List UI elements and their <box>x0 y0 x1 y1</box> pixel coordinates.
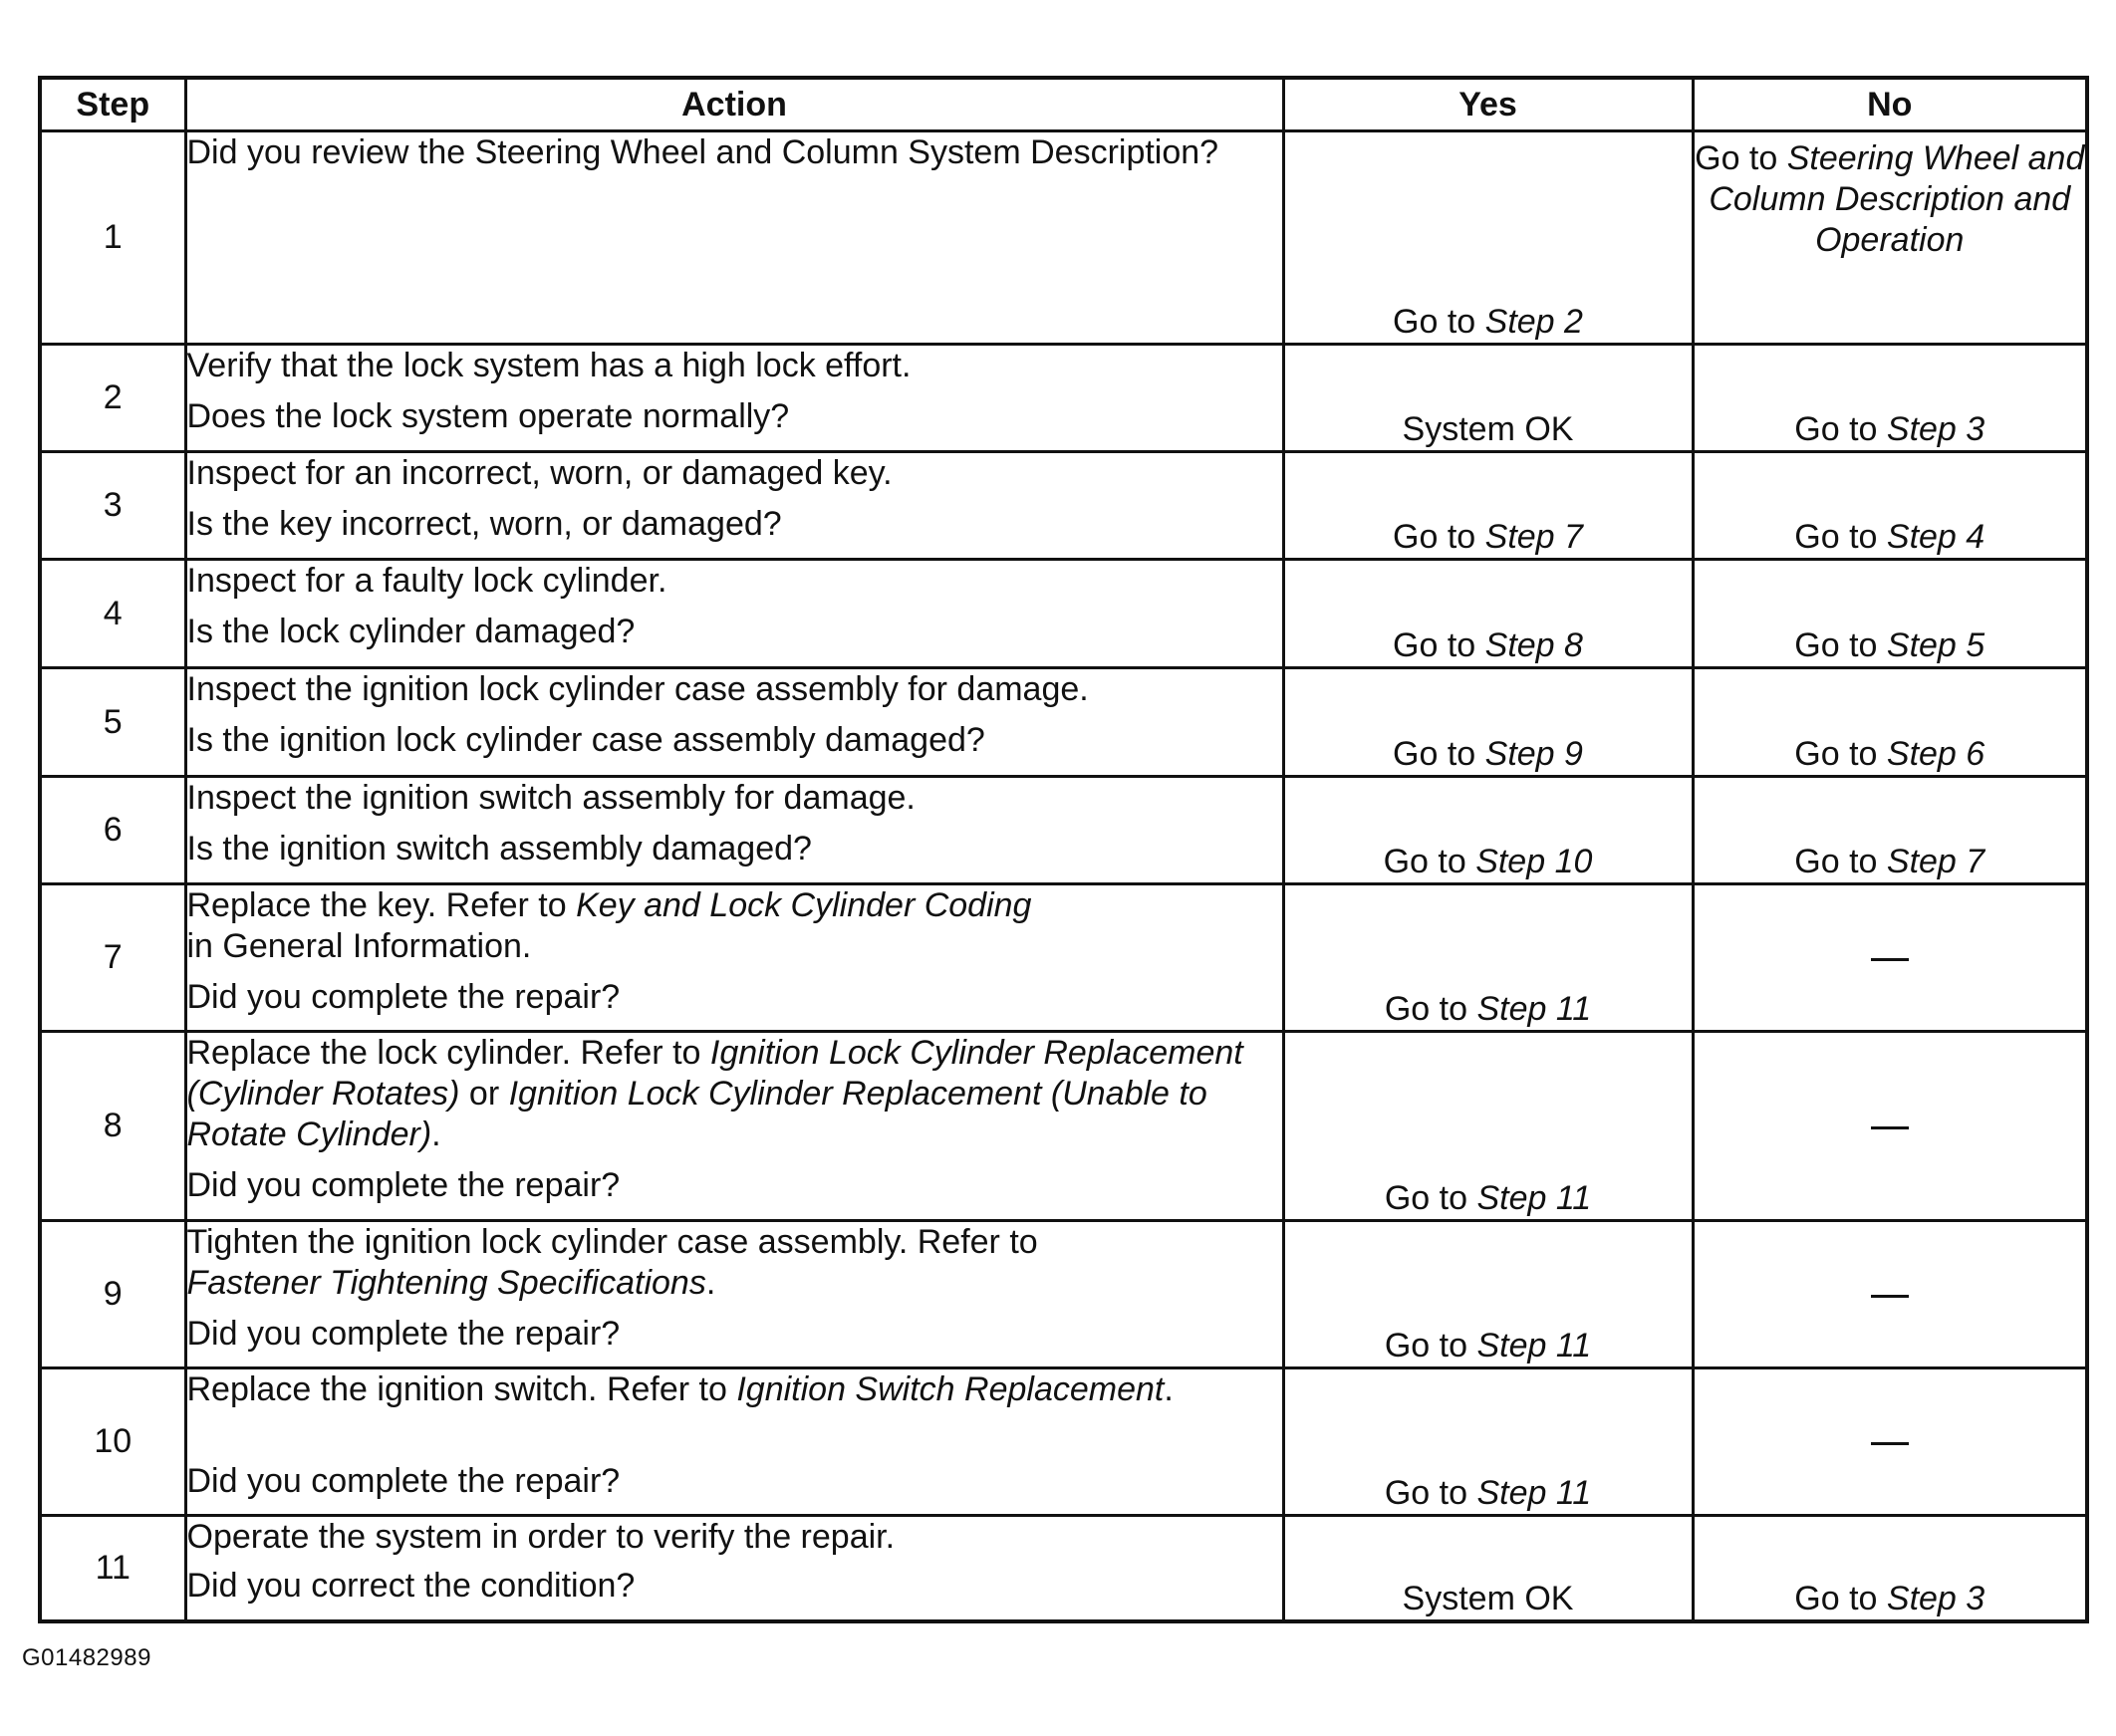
no-cell <box>1693 345 2087 452</box>
yes-cell <box>1283 345 1693 452</box>
action-question: Is the ignition lock cylinder case assembly damaged? <box>186 721 985 759</box>
header-yes: Yes <box>1283 78 1693 131</box>
table-row <box>40 345 2087 452</box>
action-cell <box>185 1368 1283 1516</box>
yes-step-ref: Step 9 <box>1484 735 1583 773</box>
instruction-text: . <box>431 1116 441 1153</box>
no-step-ref: Step 3 <box>1886 1579 1985 1617</box>
action-question: Is the ignition switch assembly damaged? <box>186 830 812 868</box>
no-cell <box>1693 1221 2087 1368</box>
action-cell <box>185 1032 1283 1221</box>
action-instruction: Operate the system in order to verify the repair. <box>186 1518 896 1556</box>
action-instruction <box>187 885 1282 967</box>
yes-cell <box>1283 1368 1693 1516</box>
instruction-text: or <box>459 1075 509 1113</box>
no-step-ref: Step 3 <box>1886 410 1985 448</box>
no-step-ref: Steering Wheel and Column Description and Operation <box>1709 139 2085 259</box>
step-number: 8 <box>40 1032 185 1221</box>
yes-cell <box>1283 668 1693 777</box>
table-row <box>40 1032 2087 1221</box>
yes-prefix: System OK <box>1402 1579 1574 1617</box>
step-number: 11 <box>40 1516 185 1621</box>
no-prefix: Go to <box>1794 410 1887 448</box>
no-dash <box>1871 958 1909 961</box>
step-number: 1 <box>40 131 185 345</box>
action-instruction: Inspect the ignition lock cylinder case assembly for damage. <box>186 670 1089 708</box>
action-question: Is the key incorrect, worn, or damaged? <box>186 505 782 543</box>
yes-step-ref: Step 11 <box>1476 1327 1592 1364</box>
step-number: 3 <box>40 452 185 560</box>
action-cell <box>185 777 1283 884</box>
step-number: 5 <box>40 668 185 777</box>
no-cell <box>1693 452 2087 560</box>
yes-prefix: Go to <box>1383 843 1476 880</box>
action-question: Did you complete the repair? <box>186 978 621 1016</box>
instruction-reference: Fastener Tightening Specifications <box>186 1264 706 1302</box>
action-instruction: Inspect the ignition switch assembly for damage. <box>186 779 916 817</box>
yes-prefix: System OK <box>1402 410 1574 448</box>
yes-prefix: Go to <box>1384 1327 1477 1364</box>
yes-prefix: Go to <box>1393 518 1485 556</box>
table-row <box>40 777 2087 884</box>
yes-prefix: Go to <box>1393 735 1485 773</box>
no-cell <box>1693 560 2087 668</box>
table-row <box>40 560 2087 668</box>
action-instruction <box>187 1222 1282 1304</box>
no-cell <box>1693 777 2087 884</box>
action-question: Did you complete the repair? <box>186 1315 621 1353</box>
action-instruction: Inspect for an incorrect, worn, or damaged key. <box>186 454 893 492</box>
action-cell <box>185 884 1283 1032</box>
action-question: Did you complete the repair? <box>186 1166 621 1204</box>
header-no: No <box>1693 78 2087 131</box>
figure-id: G01482989 <box>22 1644 151 1671</box>
no-prefix: Go to <box>1794 626 1887 664</box>
no-cell <box>1693 884 2087 1032</box>
step-number: 2 <box>40 345 185 452</box>
action-cell <box>185 560 1283 668</box>
yes-step-ref: Step 2 <box>1484 303 1583 341</box>
no-cell <box>1693 1368 2087 1516</box>
instruction-text: Tighten the ignition lock cylinder case assembly. Refer to <box>186 1223 1038 1261</box>
action-cell <box>185 452 1283 560</box>
step-number: 7 <box>40 884 185 1032</box>
table-row <box>40 668 2087 777</box>
action-instruction: Inspect for a faulty lock cylinder. <box>186 562 667 600</box>
no-step-ref: Step 7 <box>1886 843 1985 880</box>
action-question: Did you complete the repair? <box>186 1462 621 1500</box>
no-cell <box>1693 1516 2087 1621</box>
yes-prefix: Go to <box>1393 303 1485 341</box>
no-cell <box>1693 131 2087 345</box>
instruction-text: Replace the key. Refer to <box>186 886 577 924</box>
step-number: 9 <box>40 1221 185 1368</box>
header-row <box>40 78 2087 131</box>
yes-cell <box>1283 560 1693 668</box>
no-step-ref: Step 4 <box>1886 518 1985 556</box>
action-question: Is the lock cylinder damaged? <box>186 613 636 650</box>
no-dash <box>1871 1295 1909 1298</box>
action-cell <box>185 131 1283 345</box>
no-prefix: Go to <box>1794 518 1887 556</box>
yes-cell <box>1283 777 1693 884</box>
header-action: Action <box>185 78 1283 131</box>
action-cell <box>185 345 1283 452</box>
table-row <box>40 131 2087 345</box>
no-cell <box>1693 1032 2087 1221</box>
table-row <box>40 1368 2087 1516</box>
yes-step-ref: Step 11 <box>1476 1179 1592 1217</box>
yes-step-ref: Step 8 <box>1484 626 1583 664</box>
instruction-text: Replace the lock cylinder. Refer to <box>186 1034 710 1072</box>
yes-cell <box>1283 1032 1693 1221</box>
no-prefix: Go to <box>1794 735 1887 773</box>
yes-step-ref: Step 11 <box>1476 1474 1592 1512</box>
table-row <box>40 452 2087 560</box>
yes-step-ref: Step 11 <box>1476 990 1592 1028</box>
table-row <box>40 1516 2087 1621</box>
diagnostic-table <box>38 76 2089 1623</box>
action-instruction: Did you review the Steering Wheel and Column System Description? <box>186 133 1219 171</box>
yes-cell <box>1283 1221 1693 1368</box>
yes-step-ref: Step 7 <box>1484 518 1583 556</box>
yes-cell <box>1283 452 1693 560</box>
step-number: 4 <box>40 560 185 668</box>
action-instruction: Verify that the lock system has a high lock effort. <box>186 347 912 384</box>
instruction-text: . <box>705 1264 716 1302</box>
instruction-reference: Ignition Lock Cylinder Replacement (Cylinder Rotates) <box>186 1034 1243 1113</box>
instruction-text: in General Information. <box>186 927 532 965</box>
no-dash <box>1871 1126 1909 1129</box>
yes-step-ref: Step 10 <box>1475 843 1593 880</box>
table-row <box>40 1221 2087 1368</box>
action-instruction <box>187 1369 1282 1410</box>
action-question: Does the lock system operate normally? <box>186 397 790 435</box>
table-row <box>40 884 2087 1032</box>
action-cell <box>185 1221 1283 1368</box>
yes-cell <box>1283 131 1693 345</box>
action-question: Did you correct the condition? <box>186 1567 636 1605</box>
instruction-text: Replace the ignition switch. Refer to <box>186 1370 737 1408</box>
no-step-ref: Step 6 <box>1886 735 1985 773</box>
no-prefix: Go to <box>1794 843 1887 880</box>
no-cell <box>1693 668 2087 777</box>
yes-cell <box>1283 884 1693 1032</box>
step-number: 10 <box>40 1368 185 1516</box>
yes-prefix: Go to <box>1393 626 1485 664</box>
no-prefix: Go to <box>1695 139 1787 177</box>
yes-prefix: Go to <box>1384 1474 1477 1512</box>
no-prefix: Go to <box>1794 1579 1887 1617</box>
action-cell <box>185 1516 1283 1621</box>
instruction-reference: Key and Lock Cylinder Coding <box>576 886 1032 924</box>
no-dash <box>1871 1442 1909 1445</box>
yes-prefix: Go to <box>1384 1179 1477 1217</box>
no-step-ref: Step 5 <box>1886 626 1985 664</box>
instruction-reference: Ignition Switch Replacement <box>736 1370 1165 1408</box>
action-cell <box>185 668 1283 777</box>
yes-cell <box>1283 1516 1693 1621</box>
instruction-text: . <box>1164 1370 1174 1408</box>
yes-prefix: Go to <box>1384 990 1477 1028</box>
action-instruction <box>187 1033 1282 1155</box>
instruction-reference: Ignition Lock Cylinder Replacement (Unable to Rotate Cylinder) <box>186 1075 1207 1153</box>
step-number: 6 <box>40 777 185 884</box>
header-step: Step <box>40 78 185 131</box>
